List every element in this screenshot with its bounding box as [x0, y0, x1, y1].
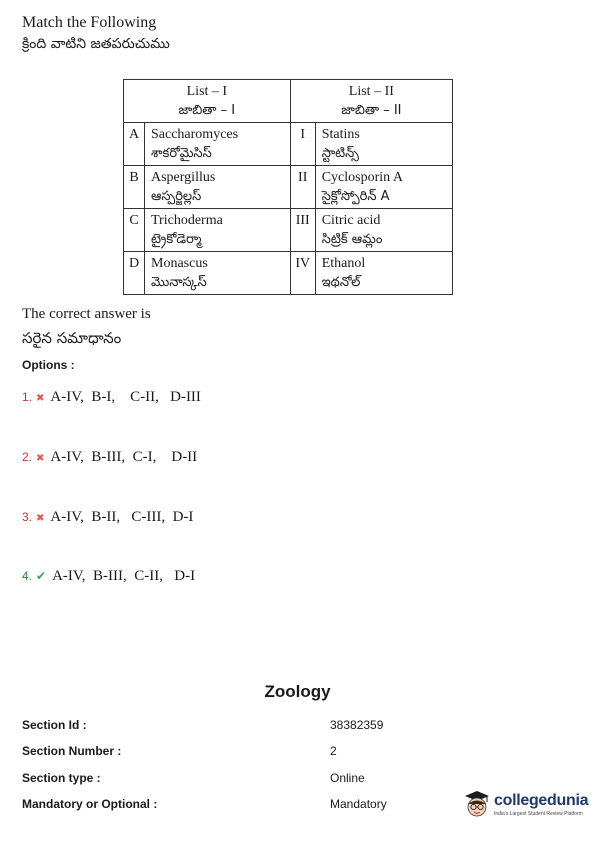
option-2[interactable] — [22, 449, 197, 466]
row-key-2: III — [290, 209, 315, 252]
row-key-2: II — [290, 166, 315, 209]
wrong-mark-icon: ✖ — [36, 393, 45, 404]
brand-tagline: India's Largest Student Review Platform — [494, 810, 583, 817]
item-te: సైక్లోస్పోరిన్ A — [321, 189, 390, 204]
question-title-telugu: క్రింది వాటిని జతపరుచుము — [22, 36, 170, 52]
item-te: ఆస్పర్జిల్లస్ — [151, 189, 202, 204]
item-en: Aspergillus — [151, 170, 216, 185]
option-1[interactable] — [22, 389, 201, 406]
mandatory-label: Mandatory or Optional : — [22, 797, 158, 811]
graduate-mascot-icon — [462, 788, 492, 820]
item-en: Trichoderma — [151, 213, 223, 228]
option-number: 1. — [22, 390, 33, 404]
row-key-1: D — [124, 252, 145, 295]
item-en: Statins — [321, 127, 360, 142]
list2-header-en: List – II — [348, 84, 394, 99]
option-number: 4. — [22, 569, 33, 583]
item-en: Citric acid — [321, 213, 381, 228]
row-item-1 — [145, 123, 291, 166]
mandatory-value: Mandatory — [330, 797, 387, 811]
row-item-1 — [145, 209, 291, 252]
option-number: 2. — [22, 450, 33, 464]
row-item-2 — [315, 209, 452, 252]
list1-header — [124, 80, 291, 123]
item-en: Monascus — [151, 256, 208, 271]
option-text: A-IV, B-I, C-II, D-III — [50, 389, 201, 405]
row-item-2 — [315, 123, 452, 166]
option-text: A-IV, B-III, C-II, D-I — [52, 568, 196, 584]
table-row — [124, 209, 453, 252]
row-item-2 — [315, 252, 452, 295]
match-table — [123, 79, 453, 295]
item-te: ఇథనోల్ — [321, 275, 361, 290]
brand-name: collegedunia — [494, 791, 589, 809]
brand-text — [494, 792, 588, 817]
wrong-mark-icon: ✖ — [36, 513, 45, 524]
section-title: Zoology — [264, 682, 331, 701]
question-stem: The correct answer is — [22, 306, 151, 322]
section-type-label: Section type : — [22, 771, 101, 785]
item-te: స్టాటిన్స్ — [321, 146, 359, 161]
row-key-1: C — [124, 209, 145, 252]
table-header-row — [124, 80, 453, 123]
list2-header — [290, 80, 452, 123]
section-id-label: Section Id : — [22, 718, 87, 732]
item-en: Ethanol — [321, 256, 366, 271]
item-en: Cyclosporin A — [321, 170, 403, 185]
table-row — [124, 166, 453, 209]
option-text: A-IV, B-III, C-I, D-II — [50, 449, 198, 465]
section-number-value: 2 — [330, 744, 337, 758]
section-type-value: Online — [330, 771, 365, 785]
options-label: Options : — [22, 358, 75, 372]
row-item-1 — [145, 252, 291, 295]
row-key-1: A — [124, 123, 145, 166]
section-id-value: 38382359 — [330, 718, 384, 732]
option-number: 3. — [22, 510, 33, 524]
brand-logo — [462, 788, 588, 820]
item-te: ట్రైకోడెర్మా — [151, 232, 202, 247]
question-title: Match the Following — [22, 14, 157, 31]
item-te: శాకరోమైసిస్ — [151, 146, 212, 161]
table-row — [124, 252, 453, 295]
row-key-2: IV — [290, 252, 315, 295]
row-item-1 — [145, 166, 291, 209]
table-row — [124, 123, 453, 166]
row-key-1: B — [124, 166, 145, 209]
option-text: A-IV, B-II, C-III, D-I — [50, 509, 194, 525]
item-te: సిట్రిక్ ఆమ్లం — [321, 232, 383, 247]
section-number-label: Section Number : — [22, 744, 122, 758]
option-3[interactable] — [22, 509, 193, 526]
list2-header-te: జాబితా – II — [341, 103, 402, 118]
row-key-2: I — [290, 123, 315, 166]
check-mark-icon: ✔ — [36, 569, 47, 583]
option-4[interactable] — [22, 568, 195, 585]
list1-header-en: List – I — [186, 84, 228, 99]
item-te: మొనాస్కస్ — [151, 275, 207, 290]
item-en: Saccharomyces — [151, 127, 239, 142]
question-stem-telugu: సరైన సమాధానం — [22, 329, 122, 347]
wrong-mark-icon: ✖ — [36, 453, 45, 464]
row-item-2 — [315, 166, 452, 209]
list1-header-te: జాబితా – I — [178, 103, 236, 118]
